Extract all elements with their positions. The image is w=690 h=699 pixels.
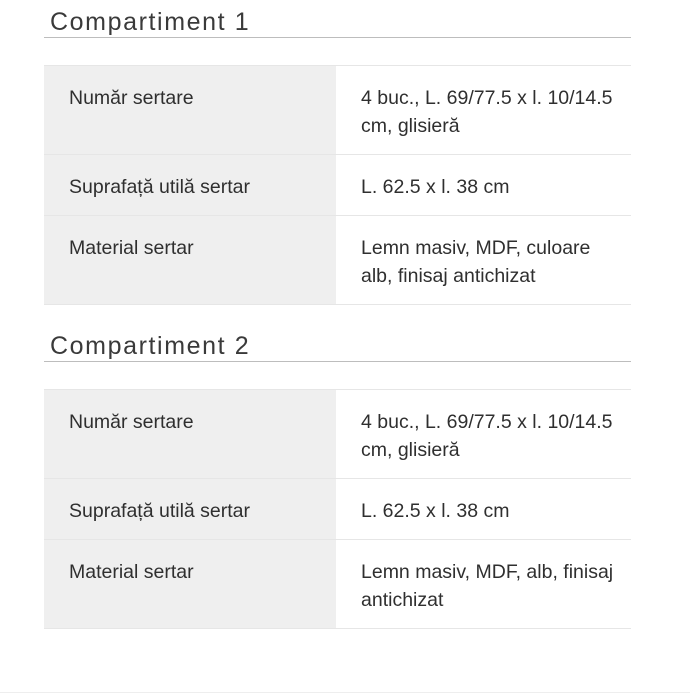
spec-label: Număr sertare <box>44 390 336 478</box>
spec-row-usable-area <box>44 479 631 540</box>
spec-label: Număr sertare <box>44 66 336 154</box>
section-title: Compartiment 2 <box>44 324 631 362</box>
spec-value: Lemn masiv, MDF, alb, finisaj antichizat <box>336 540 631 628</box>
spec-row-material <box>44 216 631 305</box>
spec-row-material <box>44 540 631 629</box>
section-title: Compartiment 1 <box>44 0 631 38</box>
spec-table <box>44 65 631 305</box>
compartment-2-section <box>44 324 631 629</box>
spec-row-drawer-count <box>44 66 631 155</box>
spec-table <box>44 389 631 629</box>
spec-label: Material sertar <box>44 216 336 304</box>
spec-value: Lemn masiv, MDF, culoare alb, finisaj antichizat <box>336 216 631 304</box>
spec-value: 4 buc., L. 69/77.5 x l. 10/14.5 cm, glisieră <box>336 390 631 478</box>
spec-value: L. 62.5 x l. 38 cm <box>336 155 631 215</box>
page-divider <box>0 692 690 693</box>
spec-label: Suprafață utilă sertar <box>44 155 336 215</box>
compartment-1-section <box>44 0 631 305</box>
spec-row-usable-area <box>44 155 631 216</box>
spec-value: L. 62.5 x l. 38 cm <box>336 479 631 539</box>
spec-label: Material sertar <box>44 540 336 628</box>
spec-row-drawer-count <box>44 390 631 479</box>
spec-label: Suprafață utilă sertar <box>44 479 336 539</box>
spec-value: 4 buc., L. 69/77.5 x l. 10/14.5 cm, glisieră <box>336 66 631 154</box>
